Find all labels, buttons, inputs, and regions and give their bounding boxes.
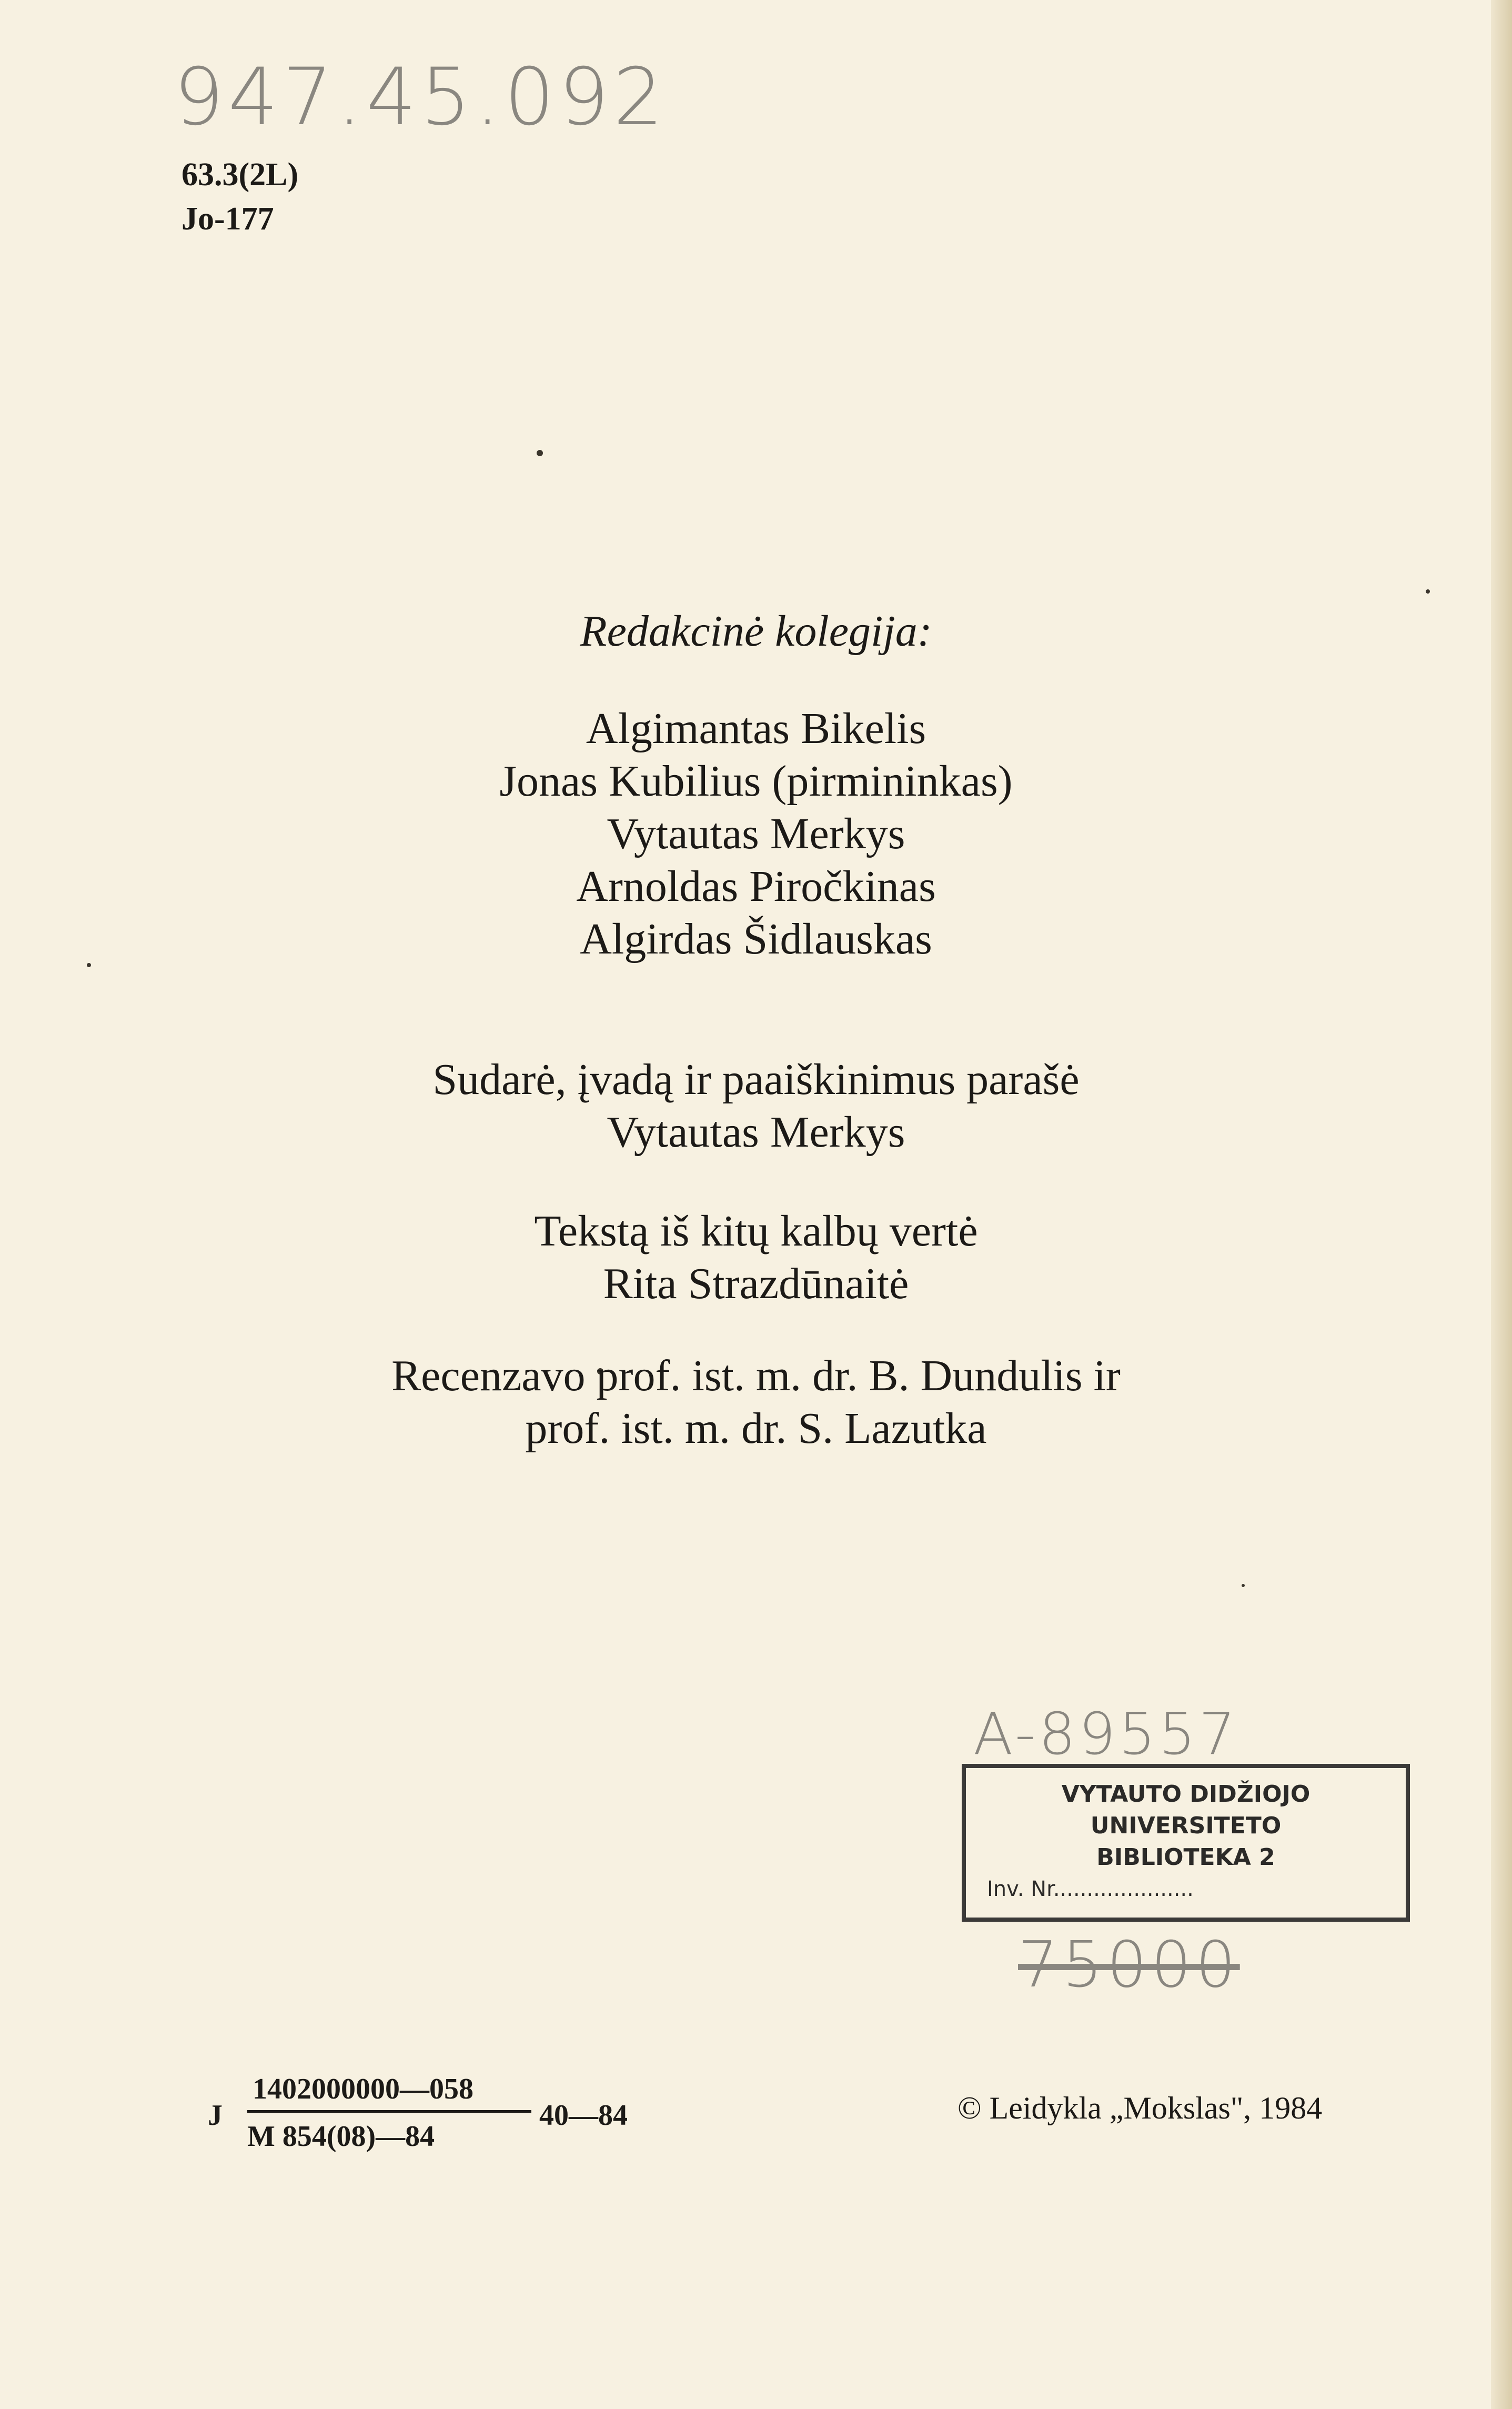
compiler-credit (0, 1053, 1512, 1159)
compiler-name: Vytautas Merkys (607, 1108, 905, 1157)
stamp-line: BIBLIOTEKA 2 (1096, 1844, 1275, 1871)
reviewers-credit (0, 1350, 1512, 1455)
translator-credit (0, 1205, 1512, 1310)
fraction-line (247, 2110, 531, 2113)
compiler-line: Sudarė, įvadą ir paaiškinimus parašė (432, 1055, 1080, 1104)
stamp-line: VYTAUTO DIDŽIOJO (1061, 1781, 1311, 1808)
handwritten-price: 75000 (1018, 1929, 1240, 2002)
imprint-letter: J (208, 2099, 223, 2132)
stamp-inventory: Inv. Nr..................... (987, 1877, 1194, 1901)
imprint-denominator: M 854(08)—84 (247, 2120, 435, 2153)
reviewers-line: prof. ist. m. dr. S. Lazutka (525, 1404, 987, 1453)
library-stamp (962, 1764, 1410, 1922)
paper-speck (1426, 589, 1430, 594)
reviewers-line: Recenzavo prof. ist. m. dr. B. Dundulis ir (391, 1351, 1121, 1400)
translator-name: Rita Strazdūnaitė (603, 1259, 909, 1308)
paper-speck (537, 450, 543, 456)
editorial-board-heading: Redakcinė kolegija: (580, 607, 932, 656)
translator-line: Tekstą iš kitų kalbų vertė (534, 1207, 978, 1256)
board-member: Arnoldas Piročkinas (576, 862, 936, 911)
board-member: Jonas Kubilius (pirmininkas) (499, 757, 1013, 806)
classification-code: 63.3(2L) (182, 157, 299, 193)
handwritten-shelfmark: 947.45.092 (174, 52, 668, 143)
author-code: Jo-177 (182, 201, 274, 237)
copyright-notice: © Leidykla „Mokslas", 1984 (957, 2091, 1323, 2125)
handwritten-accession: A-89557 (973, 1700, 1239, 1768)
stamp-line: UNIVERSITETO (1090, 1812, 1282, 1839)
paper-speck (1242, 1584, 1245, 1587)
board-member: Vytautas Merkys (607, 809, 905, 858)
editorial-board-list (0, 702, 1512, 966)
imprint-numerator: 1402000000—058 (253, 2073, 473, 2105)
page-edge (1491, 0, 1512, 2409)
board-member: Algimantas Bikelis (586, 704, 926, 753)
board-member: Algirdas Šidlauskas (580, 915, 932, 963)
imprint-suffix: 40—84 (539, 2099, 628, 2132)
